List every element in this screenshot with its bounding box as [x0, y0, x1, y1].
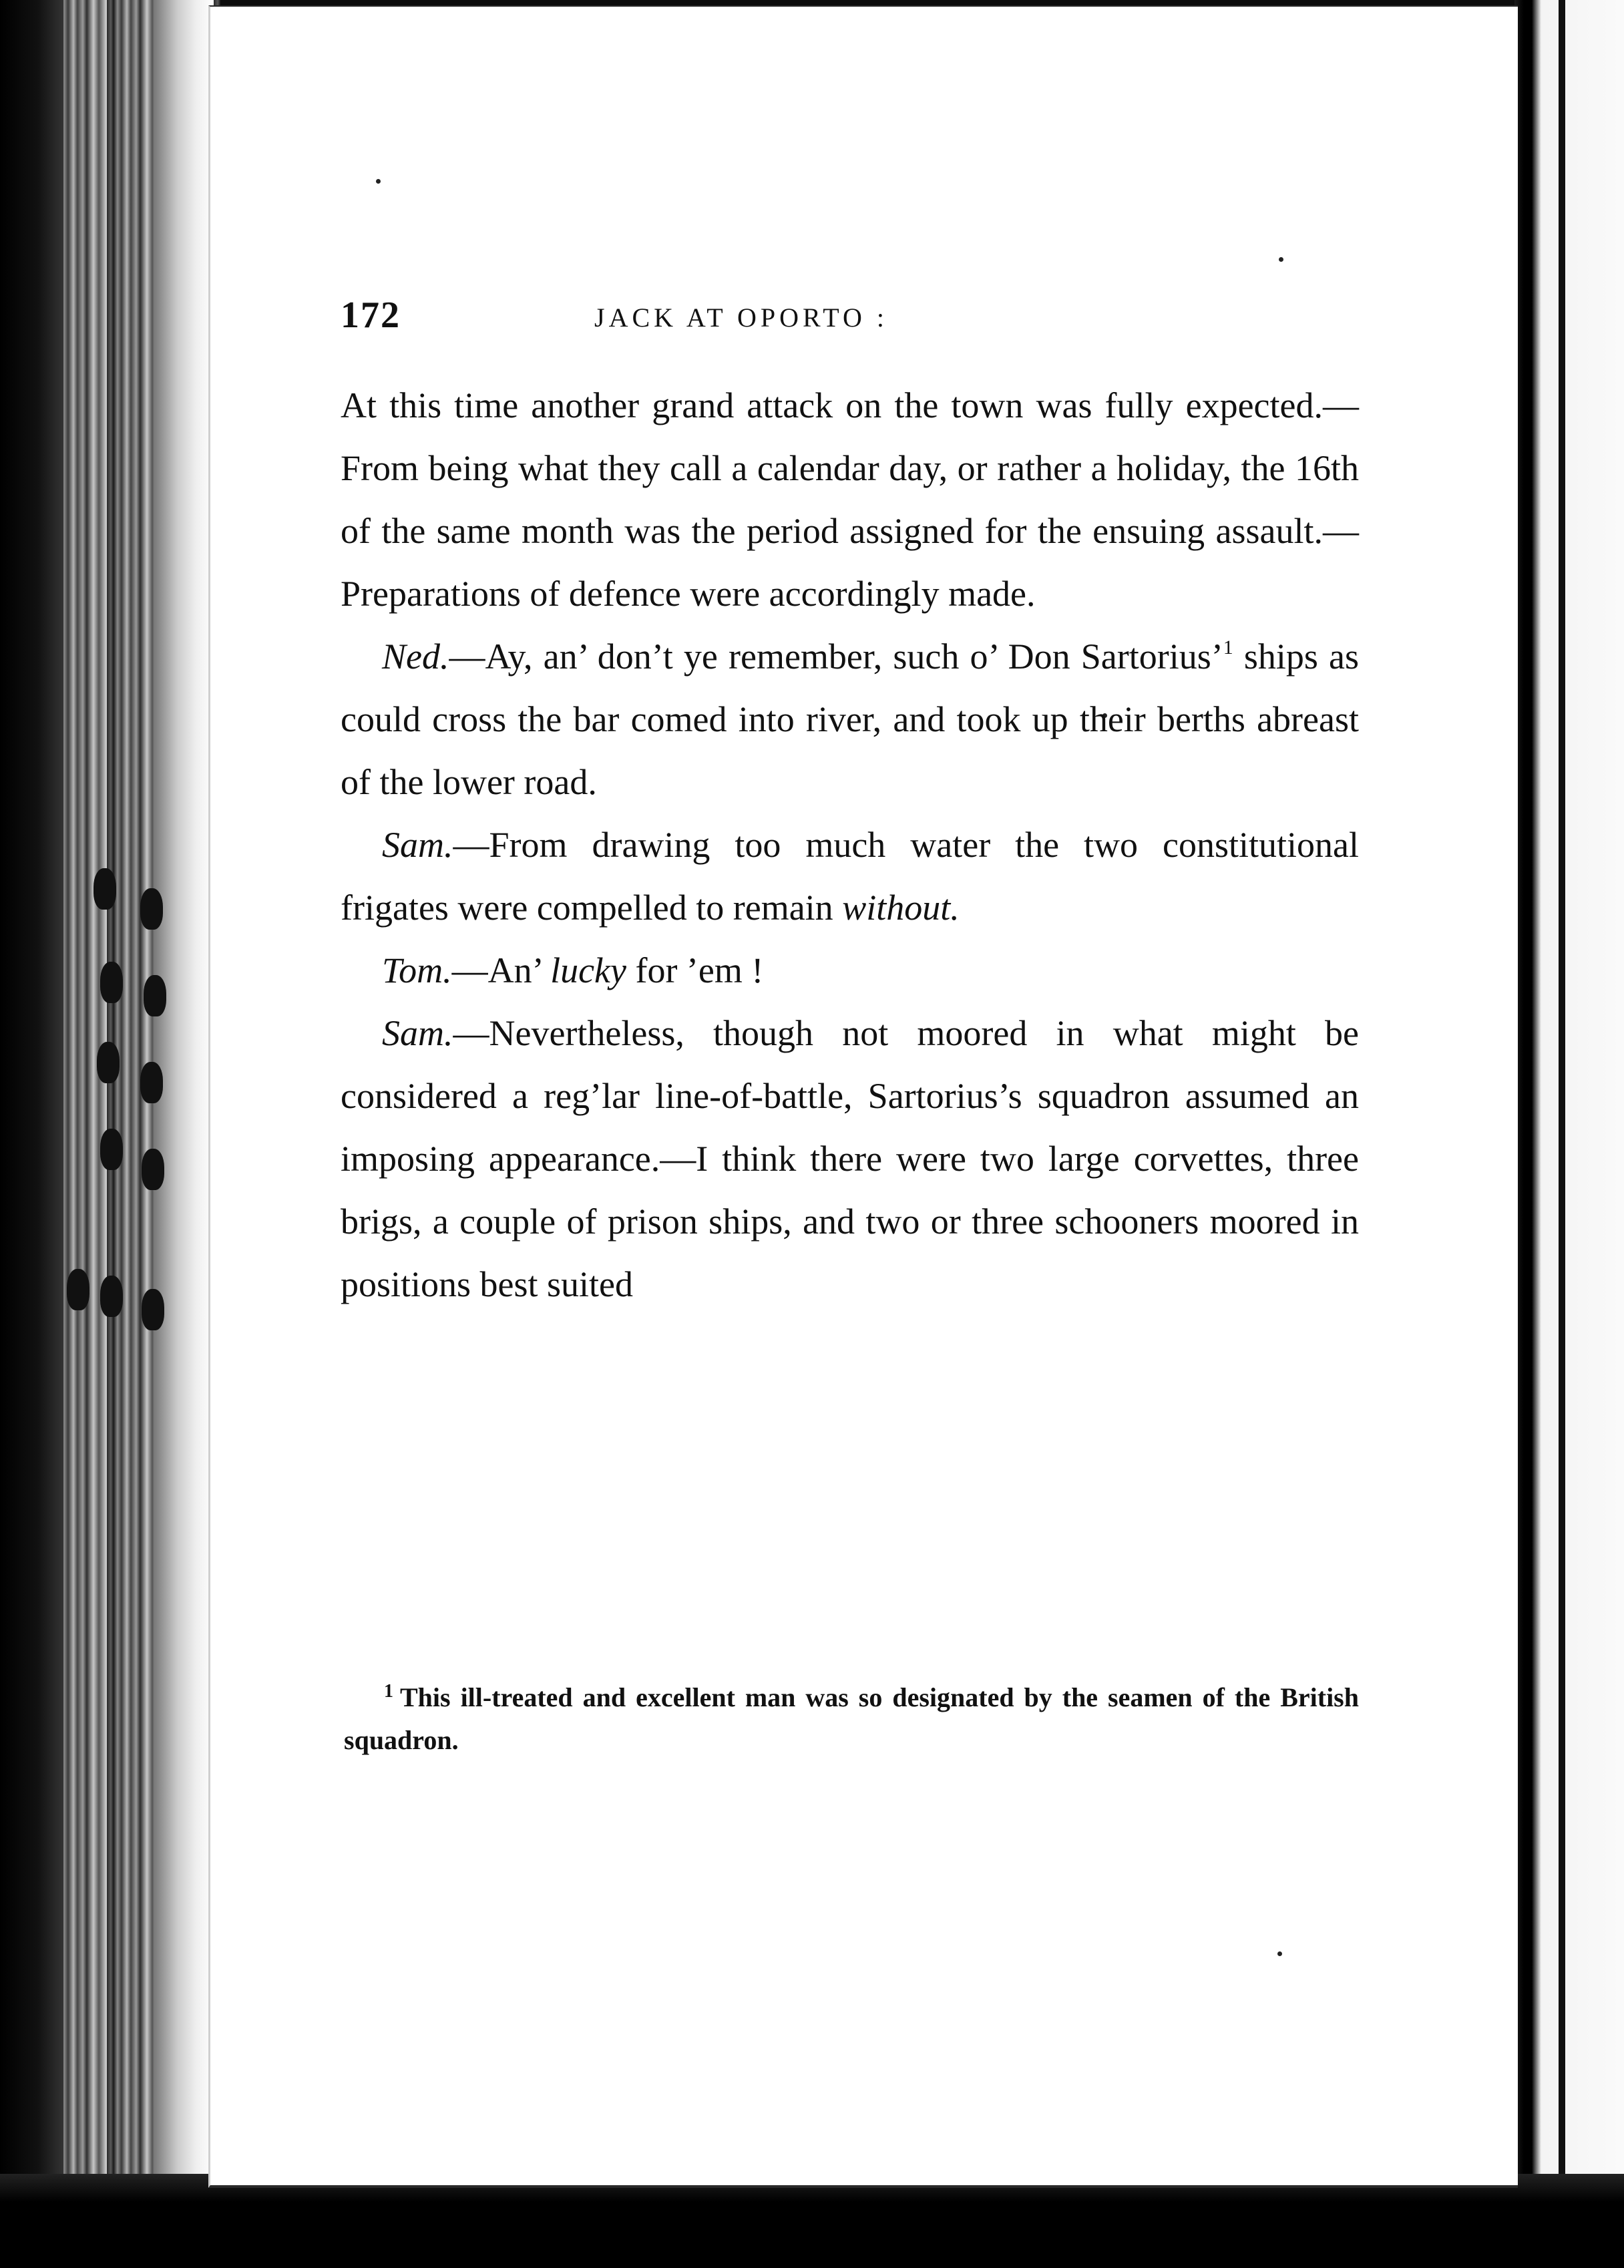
speck — [1277, 1951, 1282, 1956]
paragraph — [341, 939, 1359, 1002]
text-run: for ’em ! — [626, 950, 764, 990]
paragraph — [341, 813, 1359, 939]
ink-blot — [142, 1289, 164, 1330]
italic-text: lucky — [550, 950, 626, 990]
page-fore-edge — [154, 0, 214, 2268]
ink-blot — [140, 1062, 163, 1103]
speaker-name: Ned. — [382, 636, 449, 677]
speck — [1279, 257, 1283, 262]
speaker-name: Tom. — [382, 950, 452, 990]
gutter-line — [1559, 0, 1565, 2268]
body-text — [341, 374, 1359, 1316]
text-run: —From drawing too much water the two constitutional frigates were compelled to remain — [341, 825, 1359, 928]
ink-blot — [140, 888, 163, 930]
text-run: At this time another grand attack on the town was fully expected.—From being what they call a calendar day, or rather a holiday, the 16th of the same month was the period assigned for the ensuing assault.—Preparations of defence were accordingly made. — [341, 385, 1359, 614]
ink-blot — [97, 1042, 120, 1083]
text-run: —An’ — [451, 950, 551, 990]
footnote-reference: 1 — [1223, 636, 1233, 658]
bottom-shadow — [0, 2174, 1624, 2268]
text-run: —Ay, an’ don’t ye remember, such o’ Don Sartorius’ — [449, 636, 1223, 677]
paragraph — [341, 374, 1359, 625]
ink-blot — [100, 1129, 123, 1170]
speck — [376, 179, 381, 184]
speaker-name: Sam. — [382, 825, 453, 865]
footnote — [344, 1676, 1359, 1762]
ink-blot — [100, 1276, 123, 1317]
text-run: —Nevertheless, though not moored in what might be considered a reg’lar line-of-battle, Sartorius’s squadron assumed an imposing appearance.—I think there were two large corvettes, three brigs, a couple of prison ships, and two or three schooners moored in positions best suited — [341, 1013, 1359, 1304]
binding-shadow — [0, 0, 63, 2268]
ink-blot — [144, 975, 166, 1016]
ink-blot — [67, 1269, 89, 1310]
paragraph — [341, 1002, 1359, 1316]
page-number: 172 — [341, 295, 401, 336]
running-title: JACK AT OPORTO : — [594, 303, 888, 333]
ink-blot — [100, 962, 123, 1003]
ink-blot — [93, 868, 116, 910]
italic-text: without. — [842, 888, 960, 928]
running-head — [341, 294, 1356, 354]
facing-page-edge — [1514, 0, 1624, 2268]
ink-blot — [142, 1149, 164, 1190]
footnote-text: This ill-treated and excellent man was so designated by the seamen of the British squadron. — [344, 1682, 1359, 1755]
footnote-mark: 1 — [384, 1681, 393, 1702]
speaker-name: Sam. — [382, 1013, 453, 1053]
text-run: ships as could cross the bar comed into river, and took up their berths abreast of the lower road. — [341, 636, 1359, 802]
paragraph — [341, 625, 1359, 813]
